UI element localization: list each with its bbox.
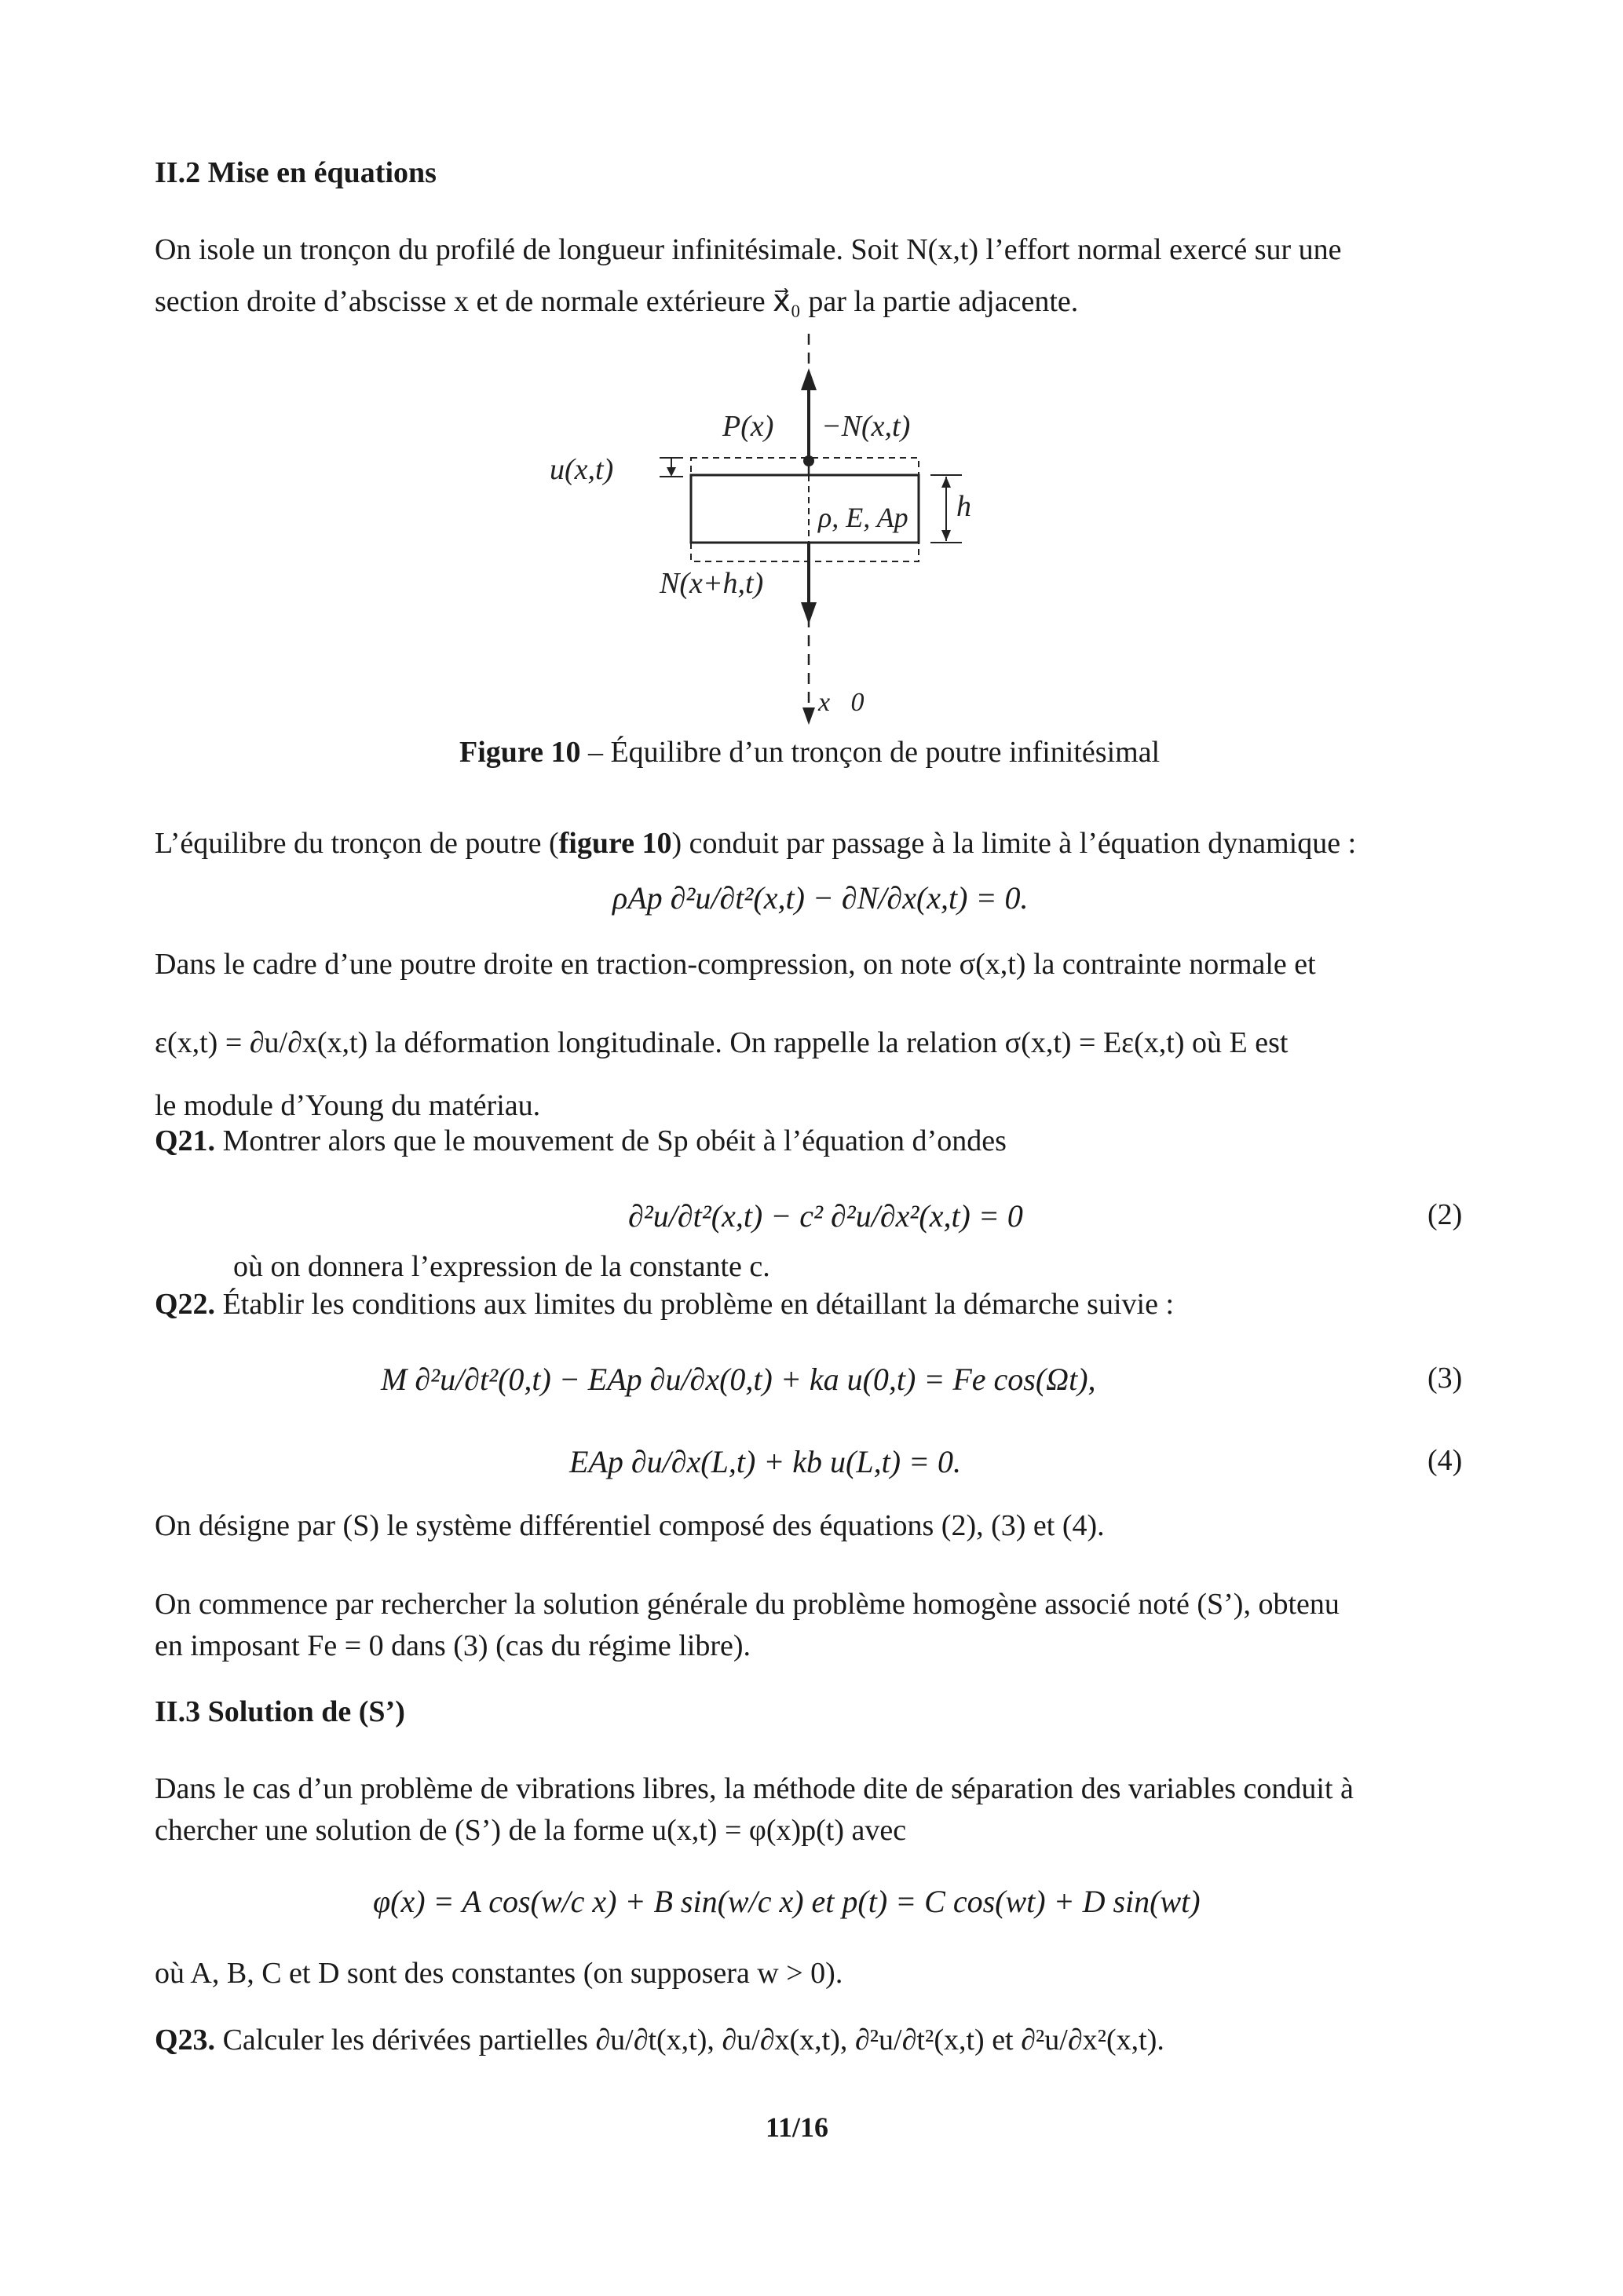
equation-dynamic: ρAp ∂²u/∂t²(x,t) − ∂N/∂x(x,t) = 0. <box>612 880 1029 916</box>
equation-2: ∂²u/∂t²(x,t) − c² ∂²u/∂x²(x,t) = 0 <box>628 1198 1023 1234</box>
equil-bold: figure 10 <box>558 827 672 860</box>
equation-4: EAp ∂u/∂x(L,t) + kb u(L,t) = 0. <box>569 1444 962 1479</box>
equil-pre: L’équilibre du tronçon de poutre ( <box>155 827 559 860</box>
solution-line-2: chercher une solution de (S’) de la forme u(x,t) = φ(x)p(t) avec <box>155 1814 907 1847</box>
caption-bold: Figure 10 <box>459 736 581 769</box>
q23 <box>155 2018 1164 2062</box>
equilibrium-line <box>155 821 1356 865</box>
page-number: 11/16 <box>766 2111 829 2143</box>
section-heading-ii3: II.3 Solution de (S’) <box>155 1695 405 1728</box>
q21-label: Q21. <box>155 1124 216 1157</box>
solution-line-1: Dans le cas d’un problème de vibrations libres, la méthode dite de séparation des variables conduit à <box>155 1772 1354 1805</box>
label-u: u(x,t) <box>550 453 614 486</box>
constants-line: où A, B, C et D sont des constantes (on supposera w > 0). <box>155 1957 843 1990</box>
label-minus-n: −N(x,t) <box>821 410 911 443</box>
equil-post: ) conduit par passage à la limite à l’équation dynamique : <box>671 827 1357 860</box>
label-nxh: N(x+h,t) <box>660 567 764 600</box>
strain-line: ε(x,t) = ∂u/∂x(x,t) la déformation longitudinale. On rappelle la relation σ(x,t) = Eε(x,t) où E est <box>155 1026 1289 1059</box>
label-px: P(x) <box>722 410 774 443</box>
label-x0: x⃗0 <box>818 688 865 717</box>
arrow-head-up <box>801 368 817 390</box>
young-line: le module d’Young du matériau. <box>155 1089 541 1122</box>
q23-text: Calculer les dérivées partielles ∂u/∂t(x,t), ∂u/∂x(x,t), ∂²u/∂t²(x,t) et ∂²u/∂x²(x,t). <box>222 2024 1164 2057</box>
q22-label: Q22. <box>155 1288 216 1321</box>
equation-phi: φ(x) = A cos(w/c x) + B sin(w/c x) et p(t) = C cos(wt) + D sin(wt) <box>373 1884 1201 1919</box>
figure-10-diagram <box>534 334 1021 734</box>
intro-line-2: section droite d’abscisse x et de normale extérieure x⃗₀ par la partie adjacente. <box>155 285 1079 318</box>
q23-label: Q23. <box>155 2024 216 2057</box>
q21-text: Montrer alors que le mouvement de Sp obéit à l’équation d’ondes <box>222 1124 1007 1157</box>
traction-line: Dans le cadre d’une poutre droite en traction-compression, on note σ(x,t) la contrainte normale et <box>155 948 1316 981</box>
caption-rest: – Équilibre d’un tronçon de poutre infinitésimal <box>580 736 1161 769</box>
label-h: h <box>956 490 971 523</box>
system-line: On désigne par (S) le système différentiel composé des équations (2), (3) et (4). <box>155 1509 1105 1542</box>
arrow-head-down <box>801 602 817 624</box>
q22 <box>155 1282 1174 1326</box>
homog-line-2: en imposant Fe = 0 dans (3) (cas du régime libre). <box>155 1629 751 1662</box>
q22-text: Établir les conditions aux limites du problème en détaillant la démarche suivie : <box>222 1288 1174 1321</box>
homog-line-1: On commence par rechercher la solution générale du problème homogène associé noté (S’), obtenu <box>155 1588 1340 1621</box>
figure-caption <box>459 730 1160 774</box>
equation-4-number: (4) <box>1427 1444 1463 1477</box>
intro-line-1: On isole un tronçon du profilé de longueur infinitésimale. Soit N(x,t) l’effort normal exercé sur une <box>155 233 1342 266</box>
q21-after: où on donnera l’expression de la constante c. <box>233 1250 770 1283</box>
equation-3-number: (3) <box>1427 1362 1463 1395</box>
q21 <box>155 1119 1007 1163</box>
label-props: ρ, E, Ap <box>818 502 908 533</box>
section-heading-ii2: II.2 Mise en équations <box>155 156 437 189</box>
x0-arrow-head <box>802 707 815 725</box>
equation-3: M ∂²u/∂t²(0,t) − EAp ∂u/∂x(0,t) + ka u(0,t) = Fe cos(Ωt), <box>381 1362 1096 1397</box>
equation-2-number: (2) <box>1427 1198 1463 1231</box>
